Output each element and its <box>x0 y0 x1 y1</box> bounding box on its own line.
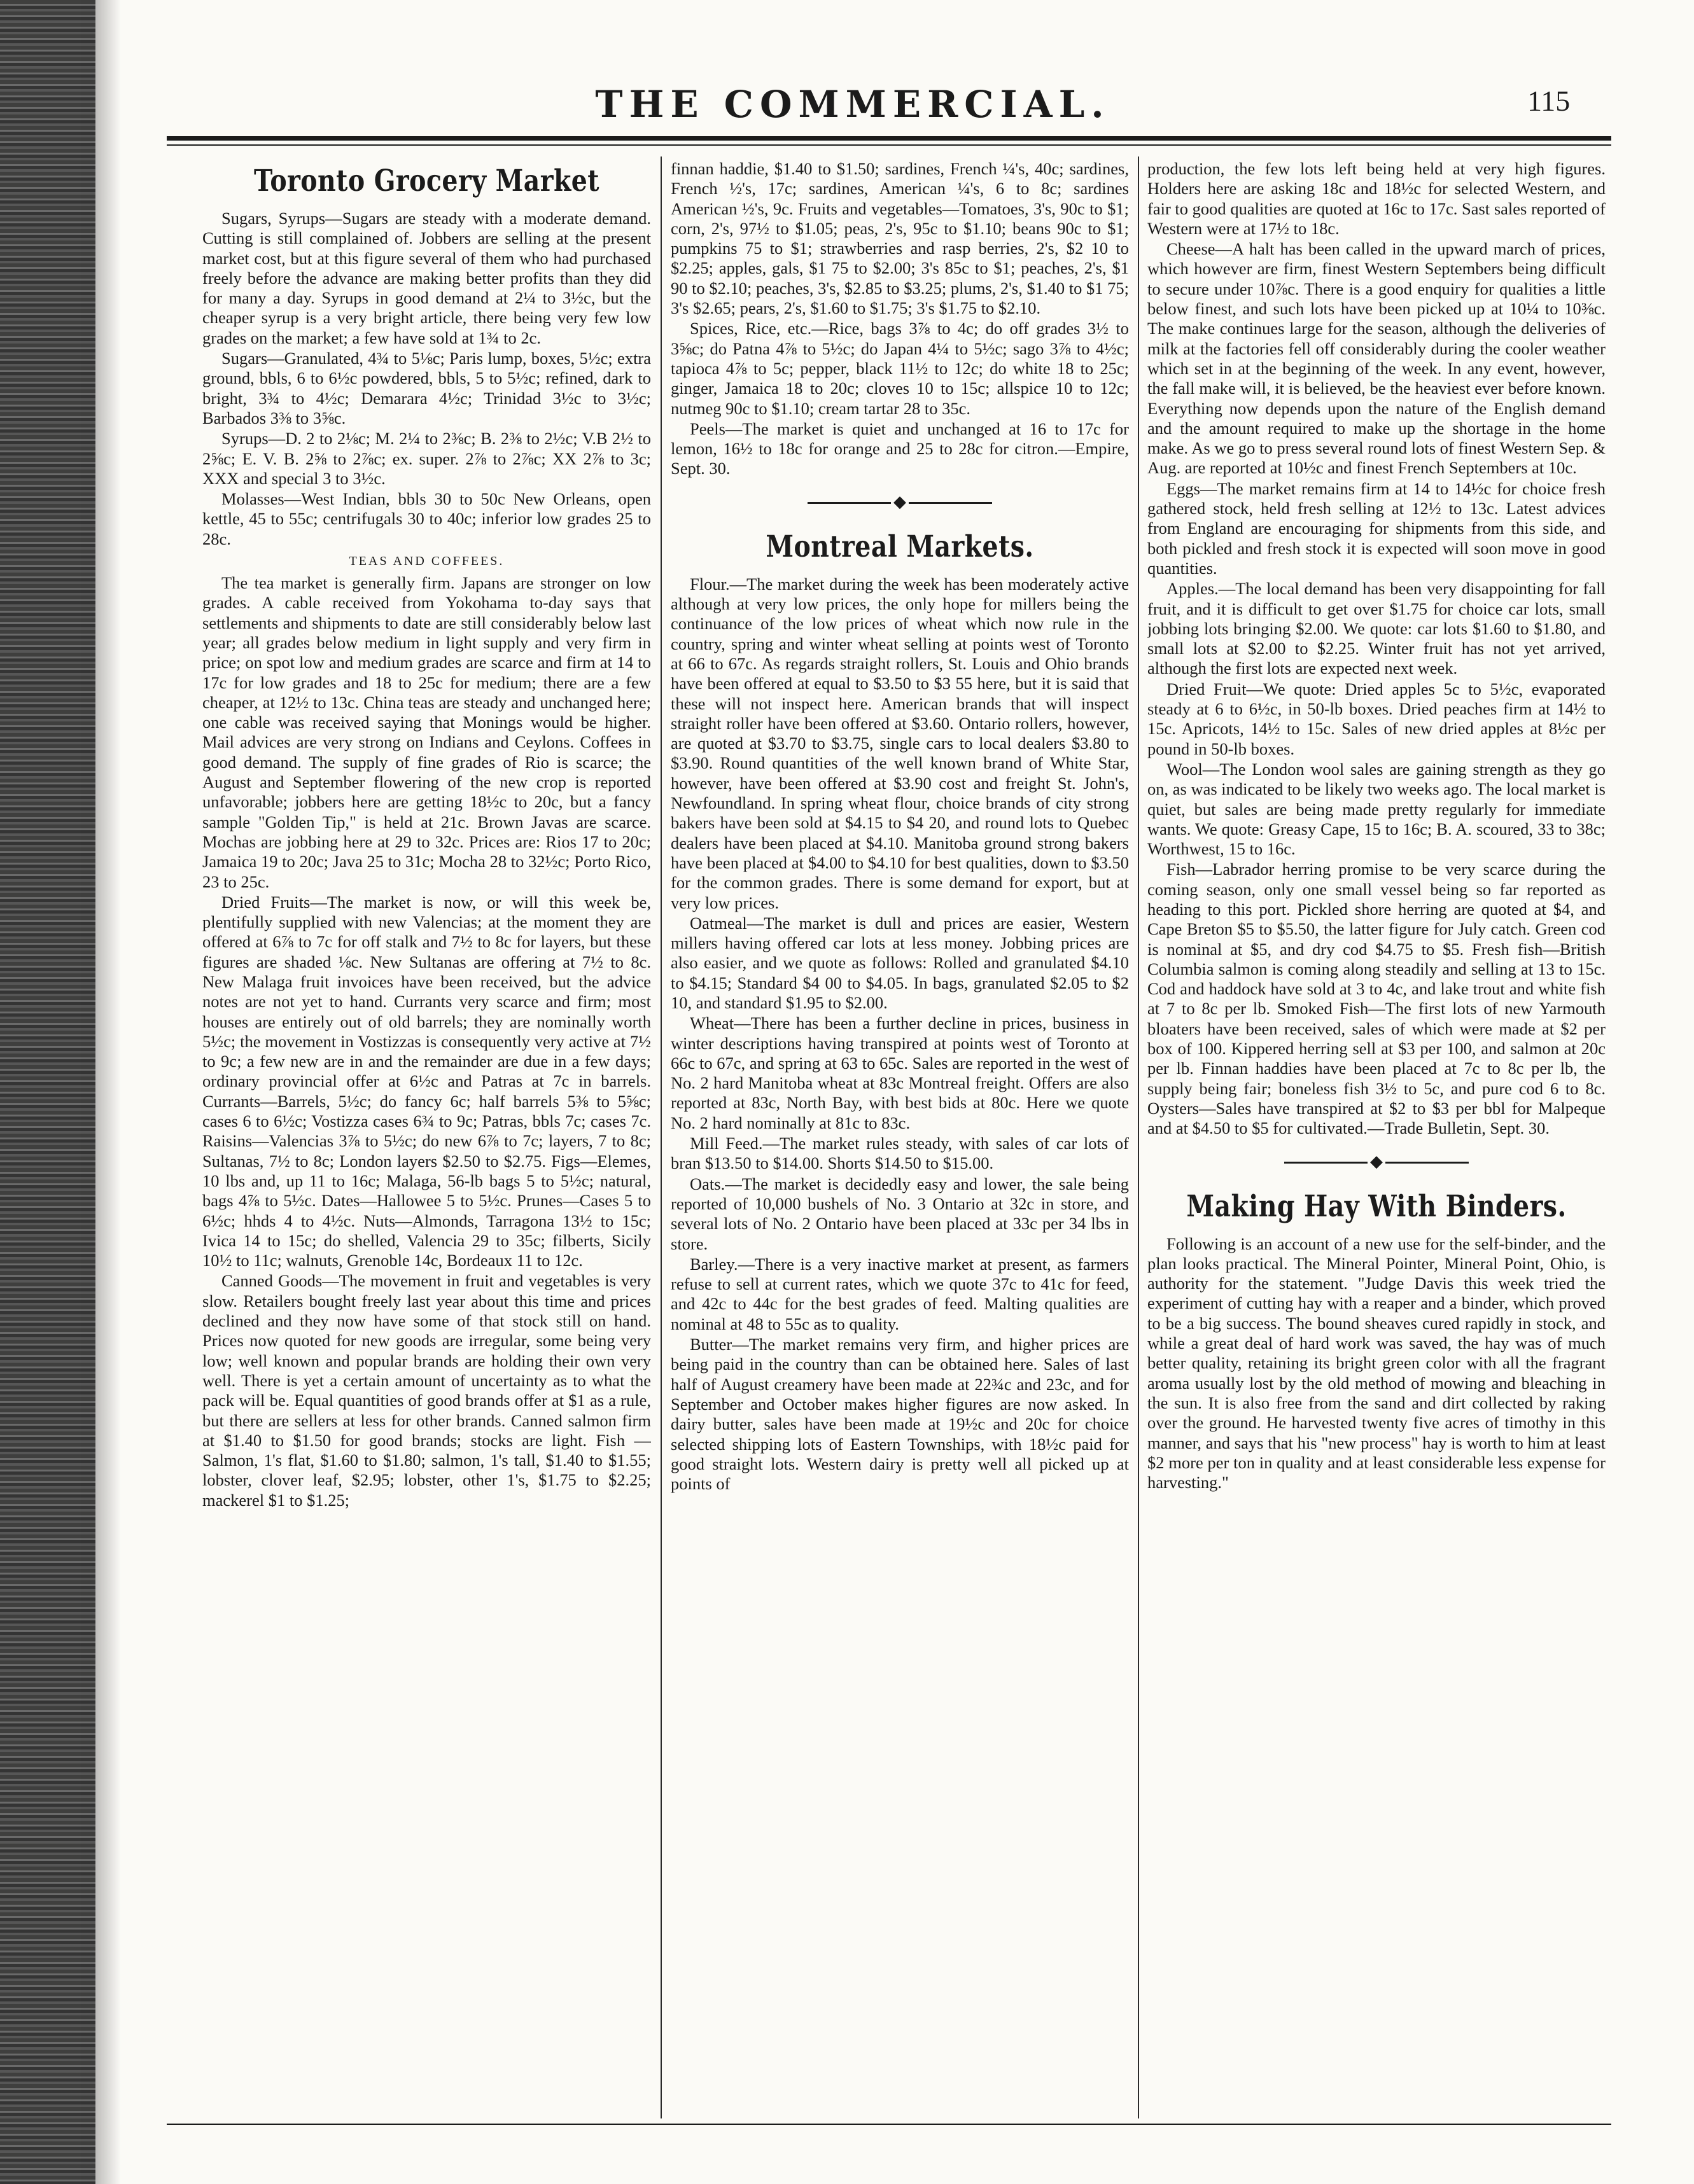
masthead <box>0 78 1694 129</box>
montreal-flour: Flour.—The market during the week has been moderately active although at very low prices, the only hope for millers being the continuance of the low prices of wheat which now rule in the country, spring and winter wheat selling at points west of Toronto at 66 to 67c. As regards straight rollers, St. Louis and Ohio brands have been offered at equal to $3.50 to $3 55 here, but it is said that these will not inspect here. American brands that will inspect straight roller have been offered at $3.60. Ontario rollers, however, are quoted at $3.70 to $3.75, single cars to local dealers $3.80 to $3.90. Round quantities of the well known brand of White Star, however, have been offered at $3.90 cost and freight St. John's, Newfoundland. In spring wheat flour, choice brands of city strong bakers have been sold at $4.15 to $4 20, and round lots to Quebec dealers have been placed at $4.10. Manitoba ground strong bakers have been placed at $4.00 to $4.10 for best qualities, down to $3.50 for the common grades. There is some demand for export, but at very low prices. <box>671 574 1129 912</box>
montreal-butter-cont: production, the few lots left being held at very high figures. Holders here are asking 18c and 18½c for selected Western, and fair to good qualities are quoted at 16c to 17c. Sast sales reported of Western were at 17½ to 18c. <box>1147 159 1606 238</box>
bottom-rule <box>167 2124 1611 2125</box>
montreal-wheat: Wheat—There has been a further decline in prices, business in winter descriptions having transpired at points west of Toronto at 66c to 67c, and spring at 63 to 65c. Sales are reported in the west of No. 2 hard Manitoba wheat at 83c Montreal freight. Offers are also reported at 83c, North Bay, with best bids at 80c. Here we quote No. 2 hard nominally at 81c to 83c. <box>671 1013 1129 1132</box>
montreal-mill-feed: Mill Feed.—The market rules steady, with sales of car lots of bran $13.50 to $14.00. Shorts $14.50 to $15.00. <box>671 1134 1129 1173</box>
haying-heading: Making Hay With Binders. <box>1186 1188 1567 1224</box>
montreal-eggs: Eggs—The market remains firm at 14 to 14½c for choice fresh gathered stock, held fresh selling at 12½ to 13c. Latest advices from England are encouraging for shipments from this side, and both pickled and fresh stock it is expected will soon move in good quantities. <box>1147 478 1606 578</box>
montreal-apples: Apples.—The local demand has been very disappointing for fall fruit, and it is difficult to get over $1.75 for choice car lots, small jobbing lots bringing $2.00. We quote: car lots $1.60 to $1.80, and small lots at $2.00 to $2.25. Winter fruit has not yet arrived, although the first lots are expected next week. <box>1147 579 1606 678</box>
toronto-spices: Spices, Rice, etc.—Rice, bags 3⅞ to 4c; do off grades 3½ to 3⅝c; do Patna 4⅞ to 5½c; do Japan 4¼ to 5½c; sago 3⅞ to 4½c; tapioca 4⅞ to 5c; pepper, black 11½ to 12c; do white 18 to 25c; ginger, Jamaica 18 to 20c; cloves 10 to 15c; allspice 10 to 12c; nutmeg 90c to $1.10; cream tartar 28 to 35c. <box>671 319 1129 418</box>
column-rule-2 <box>1138 156 1139 2118</box>
toronto-sugars: Sugars—Granulated, 4¾ to 5⅛c; Paris lump, boxes, 5½c; extra ground, bbls, 6 to 6½c powdered, bbls, 5 to 5½c; refined, dark to bright, 3¾ to 4½c; Demarara 4½c; Trinidad 3½c to 3½c; Barbados 3⅜ to 3⅝c. <box>202 349 651 428</box>
montreal-barley: Barley.—There is a very inactive market at present, as farmers refuse to sell at current rates, which we quote 37c to 41c for feed, and 42c to 44c for the best grades of feed. Malting qualities are nominal at 48 to 55c as to quality. <box>671 1254 1129 1333</box>
column-3 <box>1147 159 1606 2112</box>
column-rule-1 <box>661 156 662 2118</box>
toronto-heading: Toronto Grocery Market <box>254 163 599 198</box>
toronto-dried-fruits: Dried Fruits—The market is now, or will this week be, plentifully supplied with new Valencias; at the moment they are offered at 6⅞ to 7c for off stalk and 7½ to 8c for layers, but these figures are shaded ⅛c. New Sultanas are offering at 7½ to 8c. New Malaga fruit invoices have been received, but the advice notes are not yet to hand. Currants very scarce and firm; most houses are entirely out of old barrels; they are nominally worth 5½c; the movement in Vostizzas is consequently very active at 7½ to 9c; a few new are in and the remainder are due in a few days; ordinary provincial offer at 6½c and Patras at 7c in barrels. Currants—Barrels, 5½c; do fancy 6c; half barrels 5⅜ to 5⅝c; cases 6 to 6½c; Vostizza cases 6¾ to 9c; Patras, bbls 7c; cases 7c. Raisins—Valencias 3⅞ to 5½c; do new 6⅞ to 7c; layers, 7 to 8c; Sultanas, 7½ to 8c; London layers $2.50 to $2.75. Figs—Elemes, 10 lbs and, up 11 to 16c; Malaga, 56-lb bags 5 to 5½c; natural, bags 4⅞ to 5½c. Dates—Hallowee 5 to 5½c. Prunes—Cases 5 to 6½c; hhds 4 to 4½c. Nuts—Almonds, Tarragona 13½ to 15c; Ivica 14 to 15c; do shelled, Valencia 29 to 35c; filberts, Sicily 10½ to 11c; walnuts, Grenoble 14c, Bordeaux 11 to 12c. <box>202 892 651 1270</box>
teas-coffees-subhead: TEAS AND COFFEES. <box>349 554 505 569</box>
montreal-dried-fruit: Dried Fruit—We quote: Dried apples 5c to 5½c, evaporated steady at 6 to 6½c, in 50-lb boxes. Dried peaches firm at 14½ to 15c. Apricots, 14½ to 15c. Sales of new dried apples at 8½c per pound in 50-lb boxes. <box>1147 679 1606 758</box>
montreal-fish: Fish—Labrador herring promise to be very scarce during the coming season, only one small vessel being so far reported as heading to this port. Pickled shore herring are quoted at $4, and Cape Breton $5 to $5.50, the latter figure for July catch. Green cod is nominal at $5, and dry cod $4.75 to $5. Fresh fish—British Columbia salmon is coming along steadily and selling at 13 to 15c. Cod and haddock have sold at 3 to 4c, and lake trout and white fish at 7 to 8c per lb. Smoked Fish—The first lots of new Yarmouth bloaters have been received, sales of which were made at $2 per box of 100. Kippered herring sell at $3 per 100, and salmon at 20c per lb. Finnan haddies have been placed at 7c to 8c per lb, the supply being fair; boneless fish 3½ to 5c, and pure cod 6 to 8c. Oysters—Sales have transpired at $2 to $3 per bbl for Malpeque and at $4.50 to $5 for cultivated.—Trade Bulletin, Sept. 30. <box>1147 859 1606 1138</box>
montreal-cheese: Cheese—A halt has been called in the upward march of prices, which however are firm, finest Western Septembers being difficult to secure under 10⅞c. There is a good enquiry for qualities a little below finest, and such lots have been picked up at 10¼ to 10⅜c. The make continues large for the season, although the deliveries of milk at the factories fell off considerably during the cooler weather which set in at the beginning of the week. In any event, however, the fall make will, it is believed, be the heaviest ever before known. Everything now depends upon the nature of the English demand and the amount required to make up the shortage in the home make. As we go to press several round lots of finest Western Sep. & Aug. are reported at 10½c and finest French Septembers at 10c. <box>1147 239 1606 478</box>
montreal-wool: Wool—The London wool sales are gaining strength as they go on, as was indicated to be likely two weeks ago. The local market is quiet, but sales are being made pretty regularly for immediate wants. We quote: Greasy Cape, 15 to 16c; B. A. scoured, 33 to 38c; Worthwest, 15 to 16c. <box>1147 759 1606 859</box>
montreal-oatmeal: Oatmeal—The market is dull and prices are easier, Western millers having offered car lots at less money. Jobbing prices are also easier, and we quote as follows: Rolled and granulated $4.10 to $4.15; Standard $4 00 to $4.05. In bags, granulated $2.05 to $2 10, and standard $1.95 to $2.00. <box>671 913 1129 1012</box>
montreal-butter: Butter—The market remains very firm, and higher prices are being paid in the country than can be obtained here. Sales of last half of August creamery have been made at 22¾c and 23c, and for September and October makes higher figures are now asked. In dairy butter, sales have been made at 19½c and 20c for choice selected shipping lots of Eastern Townships, with 18½c paid for good straight lots. Western dairy is pretty well all picked up at points of <box>671 1335 1129 1494</box>
toronto-sugars-syrups: Sugars, Syrups—Sugars are steady with a moderate demand. Cutting is still complained of. Jobbers are selling at the present market cost, but at this figure several of them who had purchased freely before the advance are making better profits than they did for many a day. Syrups in good demand at 2¼ to 3½c, but the cheaper syrup is a very bright article, there being very few low grades on the market; a few have sold at 1¾ to 2c. <box>202 209 651 347</box>
section-divider-ornament-2 <box>1147 1153 1606 1172</box>
column-2 <box>671 159 1129 2112</box>
haying-article: Following is an account of a new use for the self-binder, and the plan looks practical. The Mineral Pointer, Mineral Point, Ohio, is authority for the statement. "Judge Davis this week tried the experiment of cutting hay with a reaper and a binder, which proved to be a big success. The bound sheaves cured rapidly in stock, and while a great deal of hard work was saved, the hay was of much better quality, retaining its bright green color with all the fragrant aroma usually lost by the old method of mowing and bleaching in the sun. It is also free from the sand and dirt collected by raking over the ground. He harvested twenty five acres of timothy in this manner, and says that his "new process" hay is worth to him at least $2 more per ton in quality and at least considerable less expense for harvesting." <box>1147 1234 1606 1492</box>
section-divider-ornament <box>671 493 1129 512</box>
toronto-canned-goods-cont: finnan haddie, $1.40 to $1.50; sardines, French ¼'s, 40c; sardines, French ½'s, 17c; sardines, American ¼'s, 6 to 8c; sardines American ½'s, 9c. Fruits and vegetables—Tomatoes, 3's, 90c to $1; corn, 2's, 97½ to $1.05; peas, 2's, 95c to $1.10; beans 90c to $1; pumpkins 75 to $1; strawberries and rasp berries, 2's, $2 10 to $2.25; apples, gals, $1 75 to $2.00; 3's 85c to $1; peaches, 2's, $1 90 to $2.10; peaches, 3's, $2.85 to $3.25; plums, 2's, $1.40 to $1 75; 3's $2.65; pears, 2's, $1.60 to $1.75; 3's $1.75 to $2.10. <box>671 159 1129 318</box>
montreal-oats: Oats.—The market is decidedly easy and lower, the sale being reported of 10,000 bushels of No. 3 Ontario at 32c in store, and several lots of No. 2 Ontario have been placed at 33c per 34 lbs in store. <box>671 1174 1129 1253</box>
toronto-peels: Peels—The market is quiet and unchanged at 16 to 17c for lemon, 16½ to 18c for orange and 25 to 28c for citron.—Empire, Sept. 30. <box>671 419 1129 478</box>
toronto-syrups: Syrups—D. 2 to 2⅛c; M. 2¼ to 2⅜c; B. 2⅜ to 2½c; V.B 2½ to 2⅝c; E. V. B. 2⅝ to 2⅞c; ex. super. 2⅞ to 2⅞c; XX 2⅞ to 3c; XXX and special 3 to 3½c. <box>202 429 651 488</box>
book-spine-edge <box>0 0 95 2184</box>
toronto-canned-goods: Canned Goods—The movement in fruit and vegetables is very slow. Retailers bought freely last year about this time and prices declined and they now have some of that stock still on hand. Prices now quoted for new goods are irregular, some being very low; well known and popular brands are holding their own very well. There is yet a certain amount of uncertainty as to what the pack will be. Equal quantities of good brands offer at $1 as a rule, but there are sellers at less for other brands. Canned salmon firm at $1.40 to $1.50 for good brands; stocks are light. Fish — Salmon, 1's flat, $1.60 to $1.80; salmon, 1's tall, $1.40 to $1.55; lobster, clover leaf, $2.95; lobster, other 1's, $1.75 to $2.25; mackerel $1 to $1.25; <box>202 1271 651 1510</box>
top-rule <box>167 136 1611 141</box>
toronto-molasses: Molasses—West Indian, bbls 30 to 50c New Orleans, open kettle, 45 to 55c; centrifugals 30 to 40c; inferior low grades 25 to 28c. <box>202 489 651 548</box>
montreal-heading: Montreal Markets. <box>766 529 1034 564</box>
page-number: 115 <box>1527 85 1571 117</box>
masthead-title: THE COMMERCIAL. <box>595 83 1110 126</box>
top-rule-thin <box>167 144 1611 146</box>
toronto-teas: The tea market is generally firm. Japans are stronger on low grades. A cable received from Yokohama to-day says that settlements and shipments to date are still considerably below last year; all grades below medium in light supply and very firm in price; on spot low and medium grades are scarce and firm at 14 to 17c for low grades and 18 to 25c for medium; there are a few cheaper, at 12½ to 13c. China teas are steady and unchanged here; one cable was received saying that Monings would be higher. Mail advices are very strong on Indians and Ceylons. Coffees in good demand. The supply of fine grades of Rio is scarce; the August and September flowering of the new crop is reported unfavorable; jobbers here are getting 18½c to 20c, but a fancy sample "Golden Tip," is held at 21c. Brown Javas are scarce. Mochas are jobbing here at 29 to 32c. Prices are: Rios 17 to 20c; Jamaica 19 to 20c; Java 25 to 31c; Mocha 28 to 32½c; Porto Rico, 23 to 25c. <box>202 573 651 891</box>
column-1 <box>202 159 651 2112</box>
